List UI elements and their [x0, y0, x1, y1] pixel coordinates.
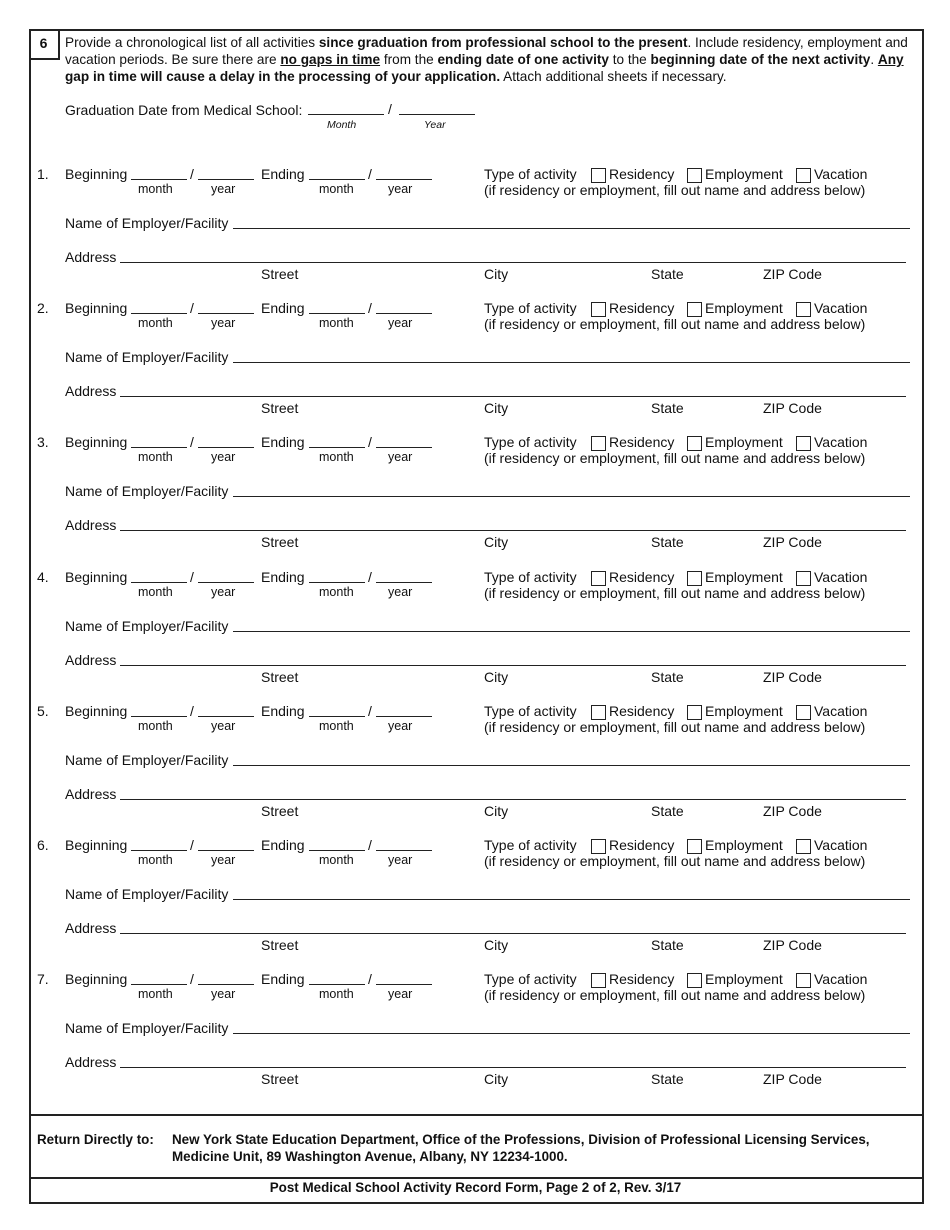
vacation-label: Vacation — [814, 300, 868, 317]
beginning-month-field[interactable] — [131, 179, 187, 180]
beginning-label: Beginning — [65, 702, 128, 719]
ending-month-caption: month — [319, 853, 354, 867]
ending-label: Ending — [261, 568, 305, 585]
beginning-label: Beginning — [65, 434, 128, 451]
date-separator: / — [368, 300, 372, 317]
beginning-month-field[interactable] — [131, 447, 187, 448]
residency-label: Residency — [609, 837, 675, 853]
type-note: (if residency or employment, fill out name and address below) — [484, 987, 866, 1004]
entry-number: 1. — [37, 166, 49, 182]
address-label: Address — [65, 249, 117, 265]
address-label: Address — [65, 517, 117, 534]
date-separator: / — [190, 702, 194, 719]
entry-number: 6. — [37, 837, 49, 853]
ending-year-caption: year — [388, 718, 413, 733]
city-caption: City — [484, 266, 509, 282]
beginning-year-field[interactable] — [198, 313, 254, 314]
activity-entry — [0, 166, 950, 300]
ending-year-field[interactable] — [376, 850, 432, 851]
residency-checkbox[interactable] — [591, 571, 606, 586]
ending-year-caption: year — [388, 987, 413, 1002]
ending-month-caption: month — [319, 450, 354, 465]
entry-number: 7. — [37, 971, 49, 988]
return-text: New York State Education Department, Office of the Professions, Division of Professional Licensing Services, Medicine Unit, 89 Washington Avenue, Albany, NY 12234-1000. — [172, 1132, 870, 1164]
type-note: (if residency or employment, fill out name and address below) — [484, 853, 866, 869]
date-separator: / — [190, 971, 194, 988]
instructions-text: . — [870, 52, 878, 67]
address-field[interactable] — [120, 799, 906, 800]
ending-month-field[interactable] — [309, 716, 365, 717]
residency-label: Residency — [609, 434, 675, 451]
instructions-text: . Include residency, employment and vacation periods. Be sure there are — [65, 35, 908, 67]
employer-label: Name of Employer/Facility — [65, 1020, 229, 1037]
residency-checkbox[interactable] — [591, 839, 606, 854]
beginning-month-caption: month — [138, 450, 173, 465]
date-separator: / — [190, 434, 194, 451]
graduation-separator: / — [388, 101, 392, 117]
address-field[interactable] — [120, 396, 906, 397]
address-label: Address — [65, 1054, 117, 1071]
employer-label: Name of Employer/Facility — [65, 617, 229, 634]
activity-entry — [0, 837, 950, 971]
vacation-checkbox[interactable] — [796, 436, 811, 451]
beginning-label: Beginning — [65, 971, 128, 988]
state-caption: State — [651, 534, 684, 551]
graduation-date-label: Graduation Date from Medical School: — [65, 102, 303, 118]
beginning-year-field[interactable] — [198, 850, 254, 851]
residency-checkbox[interactable] — [591, 705, 606, 720]
date-separator: / — [190, 300, 194, 317]
ending-month-field[interactable] — [309, 179, 365, 180]
employment-label: Employment — [705, 300, 783, 317]
vacation-label: Vacation — [814, 434, 868, 451]
employment-checkbox[interactable] — [687, 302, 702, 317]
beginning-label: Beginning — [65, 166, 128, 182]
type-of-activity-label: Type of activity — [484, 702, 577, 719]
ending-month-caption: month — [319, 316, 354, 331]
vacation-label: Vacation — [814, 568, 868, 585]
employer-field[interactable] — [233, 765, 910, 766]
employer-field[interactable] — [233, 228, 910, 229]
activity-entry — [0, 569, 950, 703]
graduation-year-caption: Year — [424, 119, 446, 131]
employer-field[interactable] — [233, 899, 910, 900]
instructions-text: Attach additional sheets if necessary. — [500, 69, 727, 84]
zip-caption: ZIP Code — [763, 1071, 822, 1088]
state-caption: State — [651, 1071, 684, 1088]
beginning-month-caption: month — [138, 316, 173, 331]
vacation-checkbox[interactable] — [796, 571, 811, 586]
beginning-year-caption: year — [211, 718, 236, 733]
type-of-activity-label: Type of activity — [484, 568, 577, 585]
beginning-label: Beginning — [65, 300, 128, 317]
residency-checkbox[interactable] — [591, 168, 606, 183]
beginning-year-caption: year — [211, 182, 236, 196]
type-of-activity-label: Type of activity — [484, 837, 577, 853]
beginning-month-field[interactable] — [131, 984, 187, 985]
beginning-month-caption: month — [138, 853, 173, 867]
activity-entry — [0, 434, 950, 568]
divider — [29, 1177, 922, 1179]
address-label: Address — [65, 920, 117, 936]
residency-label: Residency — [609, 166, 675, 182]
graduation-month-caption: Month — [327, 119, 357, 131]
state-caption: State — [651, 266, 684, 282]
address-field[interactable] — [120, 530, 906, 531]
ending-month-field[interactable] — [309, 984, 365, 985]
entry-number: 4. — [37, 568, 49, 585]
residency-checkbox[interactable] — [591, 973, 606, 988]
beginning-label: Beginning — [65, 837, 128, 853]
ending-year-field[interactable] — [376, 313, 432, 314]
ending-label: Ending — [261, 434, 305, 451]
type-of-activity-label: Type of activity — [484, 971, 577, 988]
street-caption: Street — [261, 937, 299, 953]
employment-label: Employment — [705, 166, 783, 182]
graduation-month-field[interactable] — [308, 114, 384, 115]
employer-label: Name of Employer/Facility — [65, 483, 229, 500]
activity-entry — [0, 300, 950, 434]
city-caption: City — [484, 1071, 509, 1088]
residency-checkbox[interactable] — [591, 436, 606, 451]
beginning-month-caption: month — [138, 182, 173, 196]
date-separator: / — [368, 166, 372, 182]
address-label: Address — [65, 383, 117, 400]
activity-entry — [0, 703, 950, 837]
type-of-activity-label: Type of activity — [484, 166, 577, 182]
employer-label: Name of Employer/Facility — [65, 349, 229, 366]
street-caption: Street — [261, 534, 299, 551]
instructions-bold: beginning date of the next activity — [650, 52, 871, 67]
instructions-text: Provide a chronological list of all activities — [65, 35, 319, 50]
ending-year-field[interactable] — [376, 179, 432, 180]
instructions-emphasis: no gaps in time — [280, 52, 381, 67]
beginning-year-caption: year — [211, 853, 236, 867]
ending-month-caption: month — [319, 182, 354, 196]
street-caption: Street — [261, 400, 299, 417]
residency-label: Residency — [609, 702, 675, 719]
residency-label: Residency — [609, 971, 675, 988]
date-separator: / — [368, 434, 372, 451]
date-separator: / — [190, 837, 194, 853]
ending-month-caption: month — [319, 584, 354, 599]
beginning-month-field[interactable] — [131, 716, 187, 717]
beginning-year-field[interactable] — [198, 447, 254, 448]
ending-year-caption: year — [388, 182, 413, 196]
employment-checkbox[interactable] — [687, 705, 702, 720]
vacation-checkbox[interactable] — [796, 168, 811, 183]
zip-caption: ZIP Code — [763, 668, 822, 685]
date-separator: / — [190, 166, 194, 182]
zip-caption: ZIP Code — [763, 937, 822, 953]
state-caption: State — [651, 937, 684, 953]
ending-label: Ending — [261, 971, 305, 988]
street-caption: Street — [261, 802, 299, 819]
zip-caption: ZIP Code — [763, 534, 822, 551]
ending-year-field[interactable] — [376, 447, 432, 448]
employer-field[interactable] — [233, 362, 910, 363]
street-caption: Street — [261, 266, 299, 282]
city-caption: City — [484, 937, 509, 953]
employment-checkbox[interactable] — [687, 168, 702, 183]
beginning-year-caption: year — [211, 584, 236, 599]
ending-year-field[interactable] — [376, 716, 432, 717]
state-caption: State — [651, 668, 684, 685]
beginning-month-field[interactable] — [131, 313, 187, 314]
entry-number: 3. — [37, 434, 49, 451]
ending-label: Ending — [261, 300, 305, 317]
ending-year-field[interactable] — [376, 582, 432, 583]
beginning-year-field[interactable] — [198, 582, 254, 583]
street-caption: Street — [261, 1071, 299, 1088]
state-caption: State — [651, 400, 684, 417]
ending-month-field[interactable] — [309, 313, 365, 314]
employer-field[interactable] — [233, 631, 910, 632]
ending-month-field[interactable] — [309, 447, 365, 448]
employment-checkbox[interactable] — [687, 436, 702, 451]
employer-label: Name of Employer/Facility — [65, 751, 229, 768]
vacation-checkbox[interactable] — [796, 705, 811, 720]
employment-label: Employment — [705, 434, 783, 451]
address-label: Address — [65, 651, 117, 668]
city-caption: City — [484, 802, 509, 819]
return-label: Return Directly to: — [37, 1132, 154, 1147]
ending-month-field[interactable] — [309, 582, 365, 583]
date-separator: / — [368, 971, 372, 988]
beginning-year-field[interactable] — [198, 984, 254, 985]
beginning-year-field[interactable] — [198, 179, 254, 180]
entry-number: 5. — [37, 702, 49, 719]
address-field[interactable] — [120, 1067, 906, 1068]
ending-label: Ending — [261, 702, 305, 719]
beginning-month-caption: month — [138, 987, 173, 1002]
instructions-text: from the — [380, 52, 438, 67]
beginning-month-field[interactable] — [131, 850, 187, 851]
residency-label: Residency — [609, 568, 675, 585]
employer-label: Name of Employer/Facility — [65, 886, 229, 902]
divider — [29, 1114, 922, 1116]
employment-checkbox[interactable] — [687, 839, 702, 854]
instructions-bold: since graduation from professional school to the present — [318, 35, 688, 50]
beginning-month-field[interactable] — [131, 582, 187, 583]
instructions-text: to the — [608, 52, 651, 67]
type-of-activity-label: Type of activity — [484, 434, 577, 451]
date-separator: / — [368, 837, 372, 853]
zip-caption: ZIP Code — [763, 802, 822, 819]
type-note: (if residency or employment, fill out name and address below) — [484, 584, 866, 601]
beginning-month-caption: month — [138, 718, 173, 733]
ending-year-caption: year — [388, 450, 413, 465]
vacation-checkbox[interactable] — [796, 302, 811, 317]
activity-entry — [0, 971, 950, 1105]
zip-caption: ZIP Code — [763, 266, 822, 282]
residency-checkbox[interactable] — [591, 302, 606, 317]
instructions-bold: gap in time will cause a delay in the processing of your application. — [65, 69, 501, 84]
entry-number: 2. — [37, 300, 49, 317]
type-of-activity-label: Type of activity — [484, 300, 577, 317]
address-field[interactable] — [120, 665, 906, 666]
beginning-label: Beginning — [65, 568, 128, 585]
ending-year-field[interactable] — [376, 984, 432, 985]
vacation-label: Vacation — [814, 971, 868, 988]
address-field[interactable] — [120, 262, 906, 263]
ending-label: Ending — [261, 837, 305, 853]
ending-year-caption: year — [388, 853, 413, 867]
vacation-checkbox[interactable] — [796, 839, 811, 854]
type-note: (if residency or employment, fill out name and address below) — [484, 316, 866, 333]
employment-checkbox[interactable] — [687, 973, 702, 988]
employment-label: Employment — [705, 837, 783, 853]
graduation-year-field[interactable] — [399, 114, 475, 115]
employer-field[interactable] — [233, 1033, 910, 1034]
address-label: Address — [65, 785, 117, 802]
ending-month-caption: month — [319, 987, 354, 1002]
ending-month-field[interactable] — [309, 850, 365, 851]
residency-label: Residency — [609, 300, 675, 317]
employer-field[interactable] — [233, 496, 910, 497]
zip-caption: ZIP Code — [763, 400, 822, 417]
employment-label: Employment — [705, 568, 783, 585]
form-footer: Post Medical School Activity Record Form, Page 2 of 2, Rev. 3/17 — [269, 1180, 682, 1195]
beginning-year-caption: year — [211, 987, 236, 1002]
date-separator: / — [368, 568, 372, 585]
street-caption: Street — [261, 668, 299, 685]
date-separator: / — [190, 568, 194, 585]
type-note: (if residency or employment, fill out name and address below) — [484, 182, 866, 198]
employment-label: Employment — [705, 971, 783, 988]
state-caption: State — [651, 802, 684, 819]
beginning-year-caption: year — [211, 316, 236, 331]
beginning-month-caption: month — [138, 584, 173, 599]
beginning-year-caption: year — [211, 450, 236, 465]
instructions-emphasis: Any — [877, 52, 904, 67]
employment-checkbox[interactable] — [687, 571, 702, 586]
city-caption: City — [484, 668, 509, 685]
ending-label: Ending — [261, 166, 305, 182]
vacation-label: Vacation — [814, 702, 868, 719]
type-note: (if residency or employment, fill out name and address below) — [484, 718, 866, 735]
vacation-checkbox[interactable] — [796, 973, 811, 988]
instructions-bold: ending date of one activity — [437, 52, 609, 67]
beginning-year-field[interactable] — [198, 716, 254, 717]
type-note: (if residency or employment, fill out name and address below) — [484, 450, 866, 467]
date-separator: / — [368, 702, 372, 719]
vacation-label: Vacation — [814, 837, 868, 853]
vacation-label: Vacation — [814, 166, 868, 182]
instructions — [65, 34, 915, 85]
employer-label: Name of Employer/Facility — [65, 215, 229, 231]
city-caption: City — [484, 534, 509, 551]
city-caption: City — [484, 400, 509, 417]
employment-label: Employment — [705, 702, 783, 719]
ending-month-caption: month — [319, 718, 354, 733]
ending-year-caption: year — [388, 584, 413, 599]
address-field[interactable] — [120, 933, 906, 934]
ending-year-caption: year — [388, 316, 413, 331]
section-number: 6 — [29, 29, 60, 60]
